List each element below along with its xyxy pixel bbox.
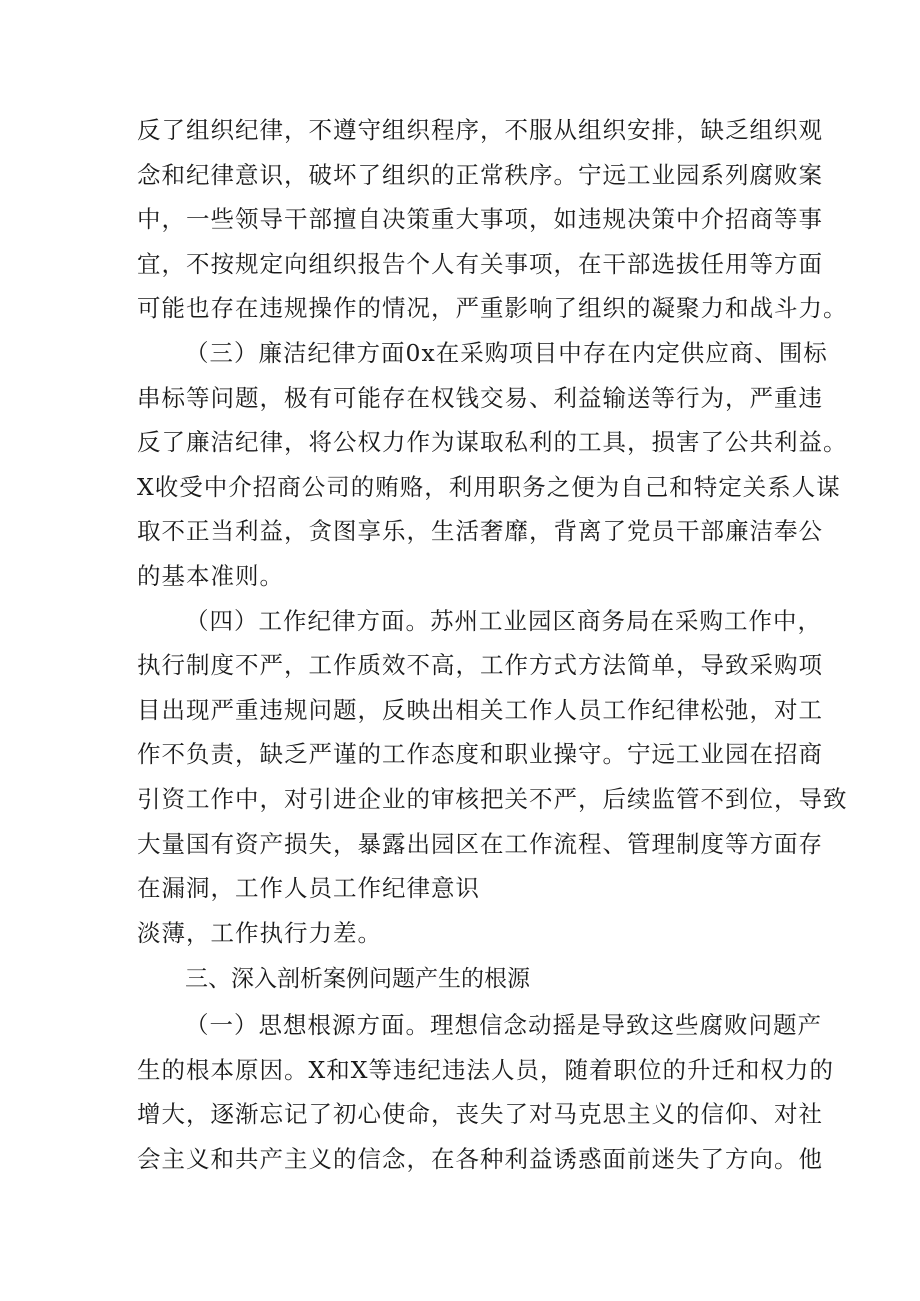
text-line: 可能也存在违规操作的情况，严重影响了组织的凝聚力和战斗力。 [137, 294, 848, 323]
text-line: 增大，逐渐忘记了初心使命，丧失了对马克思主义的信仰、对社 [137, 1100, 823, 1129]
text-line: 的基本准则。 [137, 561, 284, 590]
paragraph-integrity-discipline [137, 331, 848, 599]
paragraph-work-discipline [137, 599, 848, 956]
text-line: 大量国有资产损失，暴露出园区在工作流程、管理制度等方面存 [137, 829, 823, 858]
text-line: 目出现严重违规问题，反映出相关工作人员工作纪律松弛，对工 [137, 695, 823, 724]
text-line: 作不负责，缺乏严谨的工作态度和职业操守。宁远工业园在招商 [137, 740, 823, 769]
text-line: 执行制度不严，工作质效不高，工作方式方法简单，导致采购项 [137, 651, 823, 680]
text-line: 念和纪律意识，破坏了组织的正常秩序。宁远工业园系列腐败案 [137, 160, 823, 189]
paragraph-ideological-roots [137, 1003, 834, 1181]
paragraph-organization-discipline [137, 108, 848, 331]
text-line: 会主义和共产主义的信念，在各种利益诱惑面前迷失了方向。他 [137, 1145, 823, 1174]
text-line: 在漏洞，工作人员工作纪律意识 [137, 874, 480, 903]
text-line: 宜，不按规定向组织报告个人有关事项，在干部选拔任用等方面 [137, 249, 823, 278]
text-line: 反了组织纪律，不遵守组织程序，不服从组织安排，缺乏组织观 [137, 116, 823, 144]
text-line: 中，一些领导干部擅自决策重大事项，如违规决策中介招商等事 [137, 205, 823, 234]
document-body [137, 108, 848, 1182]
text-line: 淡薄，工作执行力差。 [137, 918, 382, 947]
text-line: 串标等问题，极有可能存在权钱交易、利益输送等行为，严重违 [137, 383, 823, 412]
text-line: X收受中介招商公司的贿赂，利用职务之便为自己和特定关系人谋 [137, 472, 841, 501]
text-line: （一）思想根源方面。理想信念动摇是导致这些腐败问题产 [185, 1011, 822, 1040]
section-heading: 三、深入剖析案例问题产生的根源 [185, 966, 530, 993]
text-line: 引资工作中，对引进企业的审核把关不严，后续监管不到位，导致 [137, 784, 848, 813]
text-line: 生的根本原因。X和X等违纪违法人员，随着职位的升迁和权力的 [137, 1055, 834, 1084]
text-line: 取不正当利益，贪图享乐，生活奢靡，背离了党员干部廉洁奉公 [137, 517, 823, 546]
text-line: （三）廉洁纪律方面0x在采购项目中存在内定供应商、围标 [185, 338, 828, 367]
text-line: 反了廉洁纪律，将公权力作为谋取私利的工具，损害了公共利益。 [137, 428, 848, 457]
text-line: （四）工作纪律方面。苏州工业园区商务局在采购工作中， [185, 606, 822, 635]
